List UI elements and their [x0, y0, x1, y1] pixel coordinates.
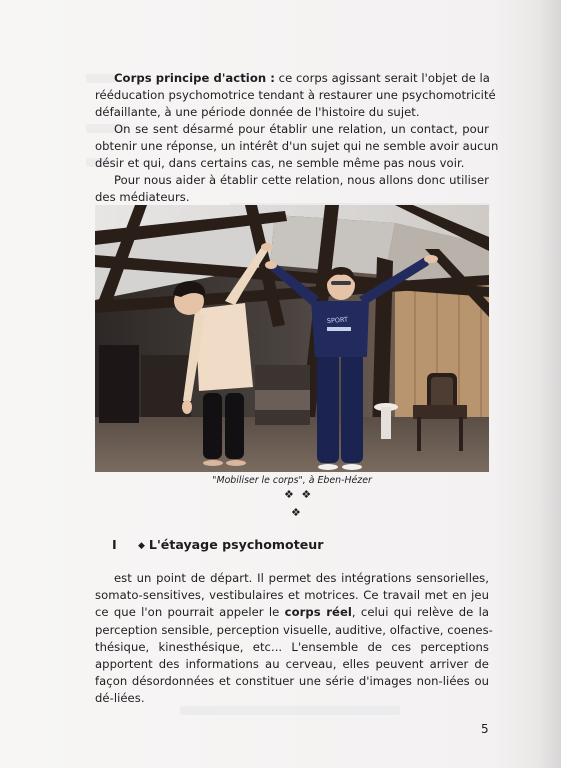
text-line: dé-liées.: [95, 691, 145, 706]
section-heading: [112, 537, 323, 552]
paragraph-3: [95, 172, 489, 206]
text-line: apportent des informations au cerveau, elles peuvent arriver de: [95, 657, 489, 672]
text-line: [95, 604, 489, 621]
text-fragment: ce corps agissant serait l'objet de la: [274, 71, 490, 85]
photo-illustration: [95, 205, 489, 472]
photo-caption: "Mobiliser le corps", à Eben-Hézer: [212, 475, 372, 486]
section-title: L'étayage psychomoteur: [148, 537, 324, 552]
intro-paragraph: [95, 70, 496, 122]
text-line: somato-sensitives, vestibulaires et motrices. Ce travail met en jeu: [95, 588, 489, 603]
ornament-double: ❖ ❖: [284, 488, 314, 501]
sweater-print: SPORT: [326, 315, 349, 325]
paragraph-2: [95, 121, 499, 173]
text-line: est un point de départ. Il permet des intégrations sensorielles,: [114, 571, 489, 585]
text-fragment: , celui qui relève de la: [351, 605, 489, 620]
ornament-single: ❖: [291, 506, 303, 519]
text-line: désir et qui, dans certains cas, ne semble même pas nous voir.: [95, 156, 465, 171]
corps-reel-term: corps réel: [284, 605, 352, 620]
text-line: On se sent désarmé pour établir une relation, un contact, pour: [114, 122, 489, 136]
text-line: rééducation psychomotrice tendant à restaurer une psychomotricité: [95, 88, 496, 103]
text-line: Pour nous aider à établir cette relation, nous allons donc utiliser: [114, 173, 489, 187]
text-fragment: ce que l'on pourrait appeler le: [95, 605, 285, 620]
body-paragraph: [95, 570, 493, 708]
text-line: thésique, kinesthésique, etc... L'ensemble de ces perceptions: [95, 639, 489, 654]
section-number: I: [112, 537, 117, 552]
photo-two-women-stretching: [95, 205, 489, 472]
text-line: façon désordonnées et constituer une série d'images non-liées ou: [95, 674, 489, 689]
text-line: défaillante, à une période donnée de l'histoire du sujet.: [95, 105, 420, 120]
text-line: perception sensible, perception visuelle, auditive, olfactive, coenes-: [95, 622, 493, 637]
lead-title: Corps principe d'action :: [114, 71, 275, 85]
text-line: [95, 70, 489, 87]
diamond-bullet-icon: ◆: [138, 541, 145, 551]
page-number: 5: [481, 722, 489, 736]
text-line: des médiateurs.: [95, 190, 190, 205]
text-line: obtenir une réponse, un intérêt d'un sujet qui ne semble avoir aucun: [95, 139, 499, 154]
